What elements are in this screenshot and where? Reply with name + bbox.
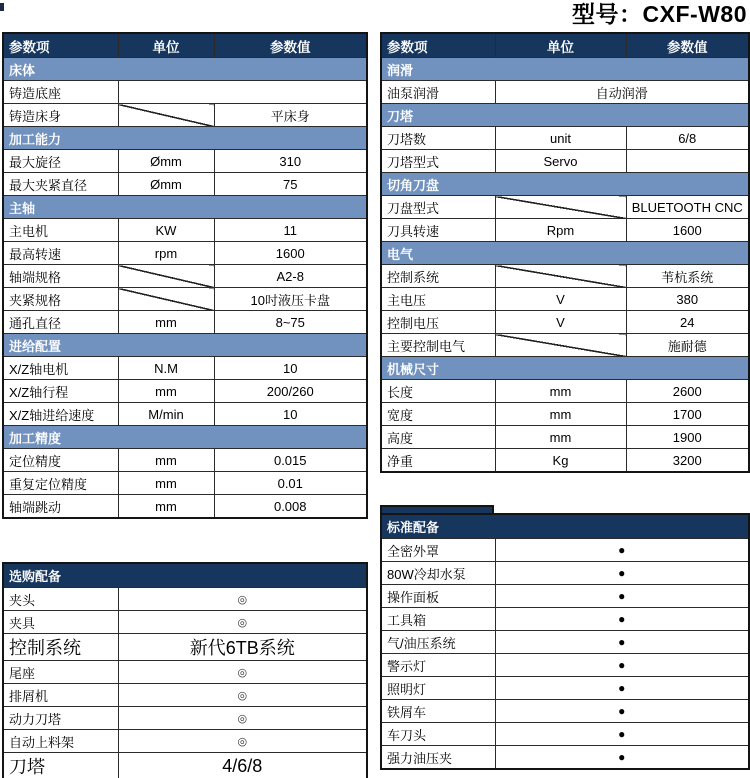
equipment-label: 车刀头 — [381, 723, 495, 746]
param-value: 0.01 — [214, 472, 367, 495]
param-label: 最高转速 — [3, 242, 118, 265]
param-unit: mm — [495, 380, 626, 403]
equipment-label: 控制系统 — [3, 634, 118, 661]
column-header: 参数值 — [626, 33, 749, 58]
equipment-value: 新代6TB系统 — [118, 634, 367, 661]
section-header: 主轴 — [3, 196, 367, 219]
param-label: 夹紧规格 — [3, 288, 118, 311]
equipment-mark: ◎ — [118, 661, 367, 684]
equipment-mark: ● — [495, 677, 749, 700]
equipment-label: 照明灯 — [381, 677, 495, 700]
table-title: 选购配备 — [3, 563, 367, 588]
diagonal-na-cell — [118, 288, 214, 311]
equipment-label: 工具箱 — [381, 608, 495, 631]
param-label: X/Z轴电机 — [3, 357, 118, 380]
model-title: 型号：CXF-W80 — [572, 1, 747, 27]
section-header: 床体 — [3, 58, 367, 81]
diagonal-na-cell — [495, 334, 626, 357]
param-label: 定位精度 — [3, 449, 118, 472]
param-unit: Ømm — [118, 150, 214, 173]
standard-equipment-table — [380, 513, 750, 770]
equipment-label: 气/油压系统 — [381, 631, 495, 654]
section-header: 电气 — [381, 242, 749, 265]
param-label: 控制系统 — [381, 265, 495, 288]
scan-artifact — [0, 3, 4, 11]
equipment-label: 尾座 — [3, 661, 118, 684]
equipment-mark: ● — [495, 631, 749, 654]
param-value: 1600 — [214, 242, 367, 265]
param-unit: mm — [118, 311, 214, 334]
column-header: 单位 — [118, 33, 214, 58]
diagonal-na-cell — [495, 196, 626, 219]
equipment-label: 80W冷却水泵 — [381, 562, 495, 585]
param-value: 10 — [214, 403, 367, 426]
param-unit: V — [495, 288, 626, 311]
column-header: 参数项 — [3, 33, 118, 58]
equipment-mark: ◎ — [118, 730, 367, 753]
param-value: 1600 — [626, 219, 749, 242]
equipment-label: 操作面板 — [381, 585, 495, 608]
param-value: 11 — [214, 219, 367, 242]
param-value: 310 — [214, 150, 367, 173]
equipment-mark: ◎ — [118, 611, 367, 634]
param-label: 铸造底座 — [3, 81, 118, 104]
equipment-label: 夹头 — [3, 588, 118, 611]
param-unit: Ømm — [118, 173, 214, 196]
param-unit: M/min — [118, 403, 214, 426]
param-label: 刀具转速 — [381, 219, 495, 242]
equipment-mark: ◎ — [118, 684, 367, 707]
param-label: 轴端规格 — [3, 265, 118, 288]
param-label: 油泵润滑 — [381, 81, 495, 104]
param-value: A2-8 — [214, 265, 367, 288]
param-unit: mm — [118, 495, 214, 519]
section-header: 切角刀盘 — [381, 173, 749, 196]
param-unit: mm — [118, 449, 214, 472]
equipment-label: 排屑机 — [3, 684, 118, 707]
param-value: BLUETOOTH CNC — [626, 196, 749, 219]
equipment-mark: ● — [495, 585, 749, 608]
equipment-mark: ◎ — [118, 588, 367, 611]
param-value: 380 — [626, 288, 749, 311]
equipment-mark: ● — [495, 562, 749, 585]
param-label: 长度 — [381, 380, 495, 403]
param-unit: KW — [118, 219, 214, 242]
equipment-label: 动力刀塔 — [3, 707, 118, 730]
equipment-mark: ● — [495, 539, 749, 562]
equipment-label: 全密外罩 — [381, 539, 495, 562]
diagonal-na-cell — [495, 265, 626, 288]
param-label: 通孔直径 — [3, 311, 118, 334]
param-unit: unit — [495, 127, 626, 150]
param-label: 最大旋径 — [3, 150, 118, 173]
param-label: 轴端跳动 — [3, 495, 118, 519]
param-label: 刀盘型式 — [381, 196, 495, 219]
param-value: 200/260 — [214, 380, 367, 403]
param-value-merged — [118, 81, 367, 104]
param-unit: Servo — [495, 150, 626, 173]
param-unit: Kg — [495, 449, 626, 473]
section-header: 加工精度 — [3, 426, 367, 449]
param-label: 主要控制电气 — [381, 334, 495, 357]
section-header: 机械尺寸 — [381, 357, 749, 380]
param-value: 10 — [214, 357, 367, 380]
param-unit: V — [495, 311, 626, 334]
param-unit: mm — [495, 403, 626, 426]
param-value: 平床身 — [214, 104, 367, 127]
param-value: 0.015 — [214, 449, 367, 472]
param-value: 24 — [626, 311, 749, 334]
equipment-mark: ● — [495, 654, 749, 677]
equipment-label: 铁屑车 — [381, 700, 495, 723]
equipment-mark: ● — [495, 746, 749, 770]
column-header: 参数值 — [214, 33, 367, 58]
section-header: 润滑 — [381, 58, 749, 81]
optional-equipment-table — [2, 562, 368, 778]
equipment-label: 自动上料架 — [3, 730, 118, 753]
param-value: 0.008 — [214, 495, 367, 519]
param-value-merged: 自动润滑 — [495, 81, 749, 104]
param-label: 刀塔型式 — [381, 150, 495, 173]
equipment-mark: ● — [495, 723, 749, 746]
param-value: 75 — [214, 173, 367, 196]
left-spec-table — [2, 32, 368, 519]
param-value — [626, 150, 749, 173]
param-value: 1900 — [626, 426, 749, 449]
column-header: 参数项 — [381, 33, 495, 58]
right-spec-table — [380, 32, 750, 473]
param-value: 8~75 — [214, 311, 367, 334]
param-value: 2600 — [626, 380, 749, 403]
param-label: 铸造床身 — [3, 104, 118, 127]
param-unit: mm — [495, 426, 626, 449]
param-value: 1700 — [626, 403, 749, 426]
equipment-mark: ◎ — [118, 707, 367, 730]
param-unit: mm — [118, 472, 214, 495]
diagonal-na-cell — [118, 104, 214, 127]
equipment-mark: ● — [495, 700, 749, 723]
section-header: 进给配置 — [3, 334, 367, 357]
equipment-label: 夹具 — [3, 611, 118, 634]
param-value: 6/8 — [626, 127, 749, 150]
param-value: 苇杭系统 — [626, 265, 749, 288]
param-label: 重复定位精度 — [3, 472, 118, 495]
section-header: 加工能力 — [3, 127, 367, 150]
param-label: 主电压 — [381, 288, 495, 311]
param-label: X/Z轴行程 — [3, 380, 118, 403]
param-unit: Rpm — [495, 219, 626, 242]
param-label: 净重 — [381, 449, 495, 473]
param-value: 3200 — [626, 449, 749, 473]
column-header: 单位 — [495, 33, 626, 58]
equipment-label: 警示灯 — [381, 654, 495, 677]
section-header: 刀塔 — [381, 104, 749, 127]
param-unit: rpm — [118, 242, 214, 265]
param-unit: N.M — [118, 357, 214, 380]
diagonal-na-cell — [118, 265, 214, 288]
equipment-mark: ● — [495, 608, 749, 631]
param-value: 施耐德 — [626, 334, 749, 357]
param-label: 刀塔数 — [381, 127, 495, 150]
param-label: X/Z轴进给速度 — [3, 403, 118, 426]
param-label: 主电机 — [3, 219, 118, 242]
param-label: 高度 — [381, 426, 495, 449]
equipment-label: 刀塔 — [3, 753, 118, 778]
equipment-label: 强力油压夹 — [381, 746, 495, 770]
table-title: 标准配备 — [381, 514, 749, 539]
param-label: 最大夹紧直径 — [3, 173, 118, 196]
param-unit: mm — [118, 380, 214, 403]
param-value: 10吋液压卡盘 — [214, 288, 367, 311]
param-label: 控制电压 — [381, 311, 495, 334]
param-label: 宽度 — [381, 403, 495, 426]
equipment-value: 4/6/8 — [118, 753, 367, 778]
